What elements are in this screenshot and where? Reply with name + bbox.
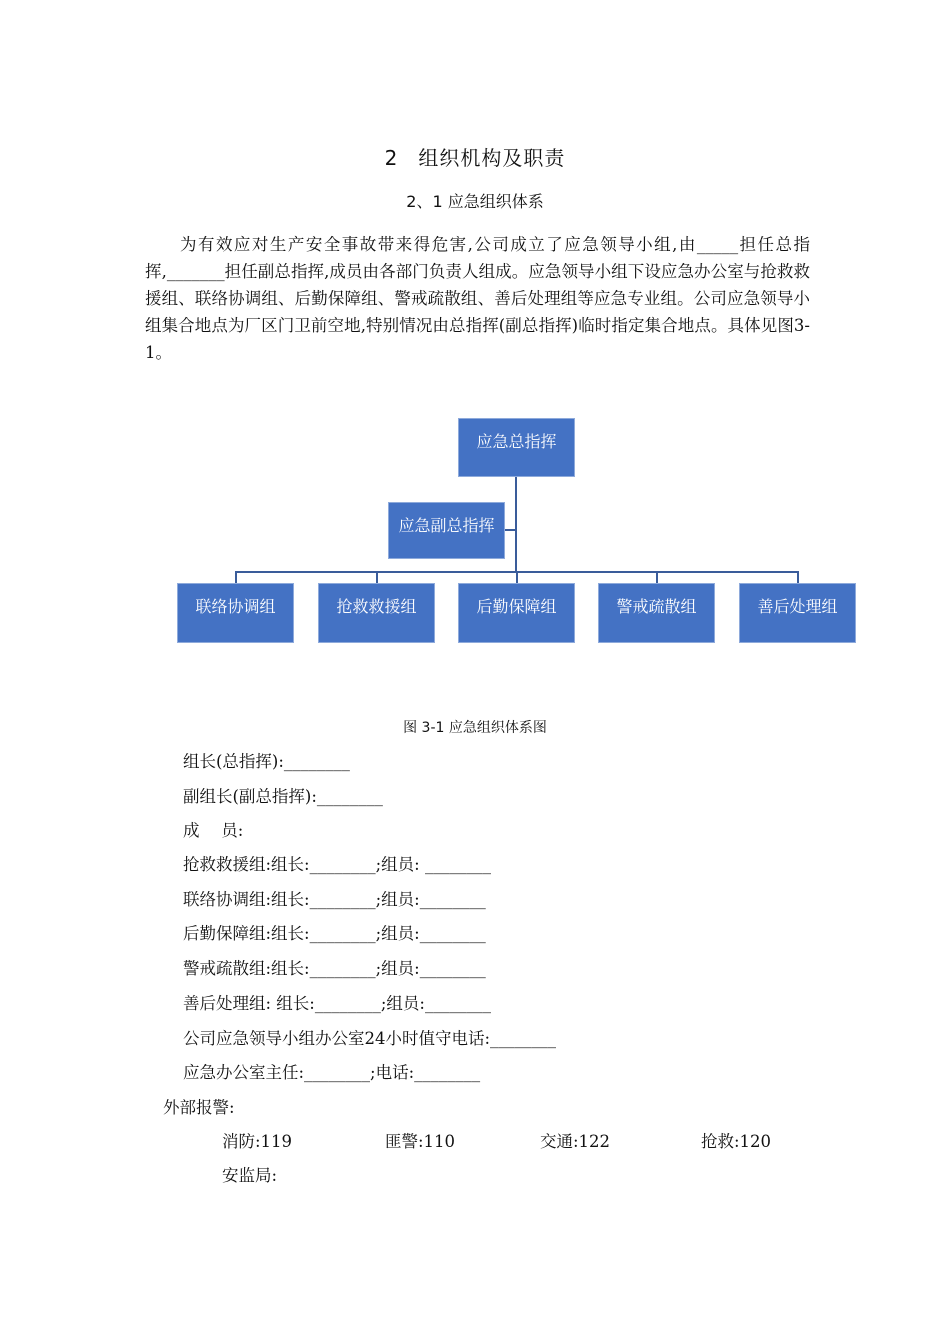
- connector-drop-3: [516, 571, 518, 583]
- roster-line: 副组长(副总指挥):________: [183, 787, 383, 806]
- group-box-aftermath: 善后处理组: [739, 583, 856, 643]
- figure-caption: 图 3-1 应急组织体系图: [403, 720, 547, 736]
- roster-line: 后勤保障组:组长:________;组员:________: [183, 924, 486, 943]
- roster-line: 抢救救援组:组长:________;组员: ________: [183, 855, 491, 874]
- external-alarm-label: 外部报警:: [163, 1098, 235, 1117]
- connector-drop-2: [376, 571, 378, 583]
- connector-trunk: [515, 476, 517, 572]
- connector-drop-4: [656, 571, 658, 583]
- group-box-liaison: 联络协调组: [177, 583, 294, 643]
- group-box-logistics: 后勤保障组: [458, 583, 575, 643]
- deputy-box: 应急副总指挥: [388, 502, 505, 559]
- connector-drop-5: [797, 571, 799, 583]
- group-box-rescue: 抢救救援组: [318, 583, 435, 643]
- roster-line: 警戒疏散组:组长:________;组员:________: [183, 959, 486, 978]
- roster-line: 公司应急领导小组办公室24小时值守电话:________: [183, 1029, 557, 1048]
- connector-deputy: [504, 529, 516, 531]
- alarm-number-traffic: 交通:122: [540, 1132, 611, 1151]
- safety-bureau-label: 安监局:: [222, 1166, 278, 1185]
- roster-line: 组长(总指挥):________: [183, 752, 350, 771]
- roster-line: 善后处理组: 组长:________;组员:________: [183, 994, 491, 1013]
- connector-drop-1: [235, 571, 237, 583]
- roster-line: 应急办公室主任:________;电话:________: [183, 1063, 481, 1082]
- roster-line: 联络协调组:组长:________;组员:________: [183, 890, 486, 909]
- intro-paragraph: 为有效应对生产安全事故带来得危害,公司成立了应急领导小组,由_____担任总指挥,_______担任副总指挥,成员由各部门负责人组成。应急领导小组下设应急办公室与抢救救援组、联络协调组、后勤保障组、警戒疏散组、善后处理组等应急专业组。公司应急领导小组集合地点为厂区门卫前空地,特别情况由总指挥(副总指挥)临时指定集合地点。具体见图3-1。: [145, 235, 810, 362]
- section-title: [0, 142, 950, 171]
- section-title-text: 组织机构及职责: [418, 146, 566, 170]
- alarm-number-ambulance: 抢救:120: [701, 1132, 772, 1151]
- alarm-number-fire: 消防:119: [222, 1132, 293, 1151]
- group-box-evacuation: 警戒疏散组: [598, 583, 715, 643]
- section-number: 2: [384, 146, 399, 170]
- commander-box: 应急总指挥: [458, 418, 575, 477]
- subsection-title: 2、1 应急组织体系: [406, 192, 544, 211]
- roster-line: 成 员:: [183, 821, 244, 840]
- alarm-number-police: 匪警:110: [385, 1132, 456, 1151]
